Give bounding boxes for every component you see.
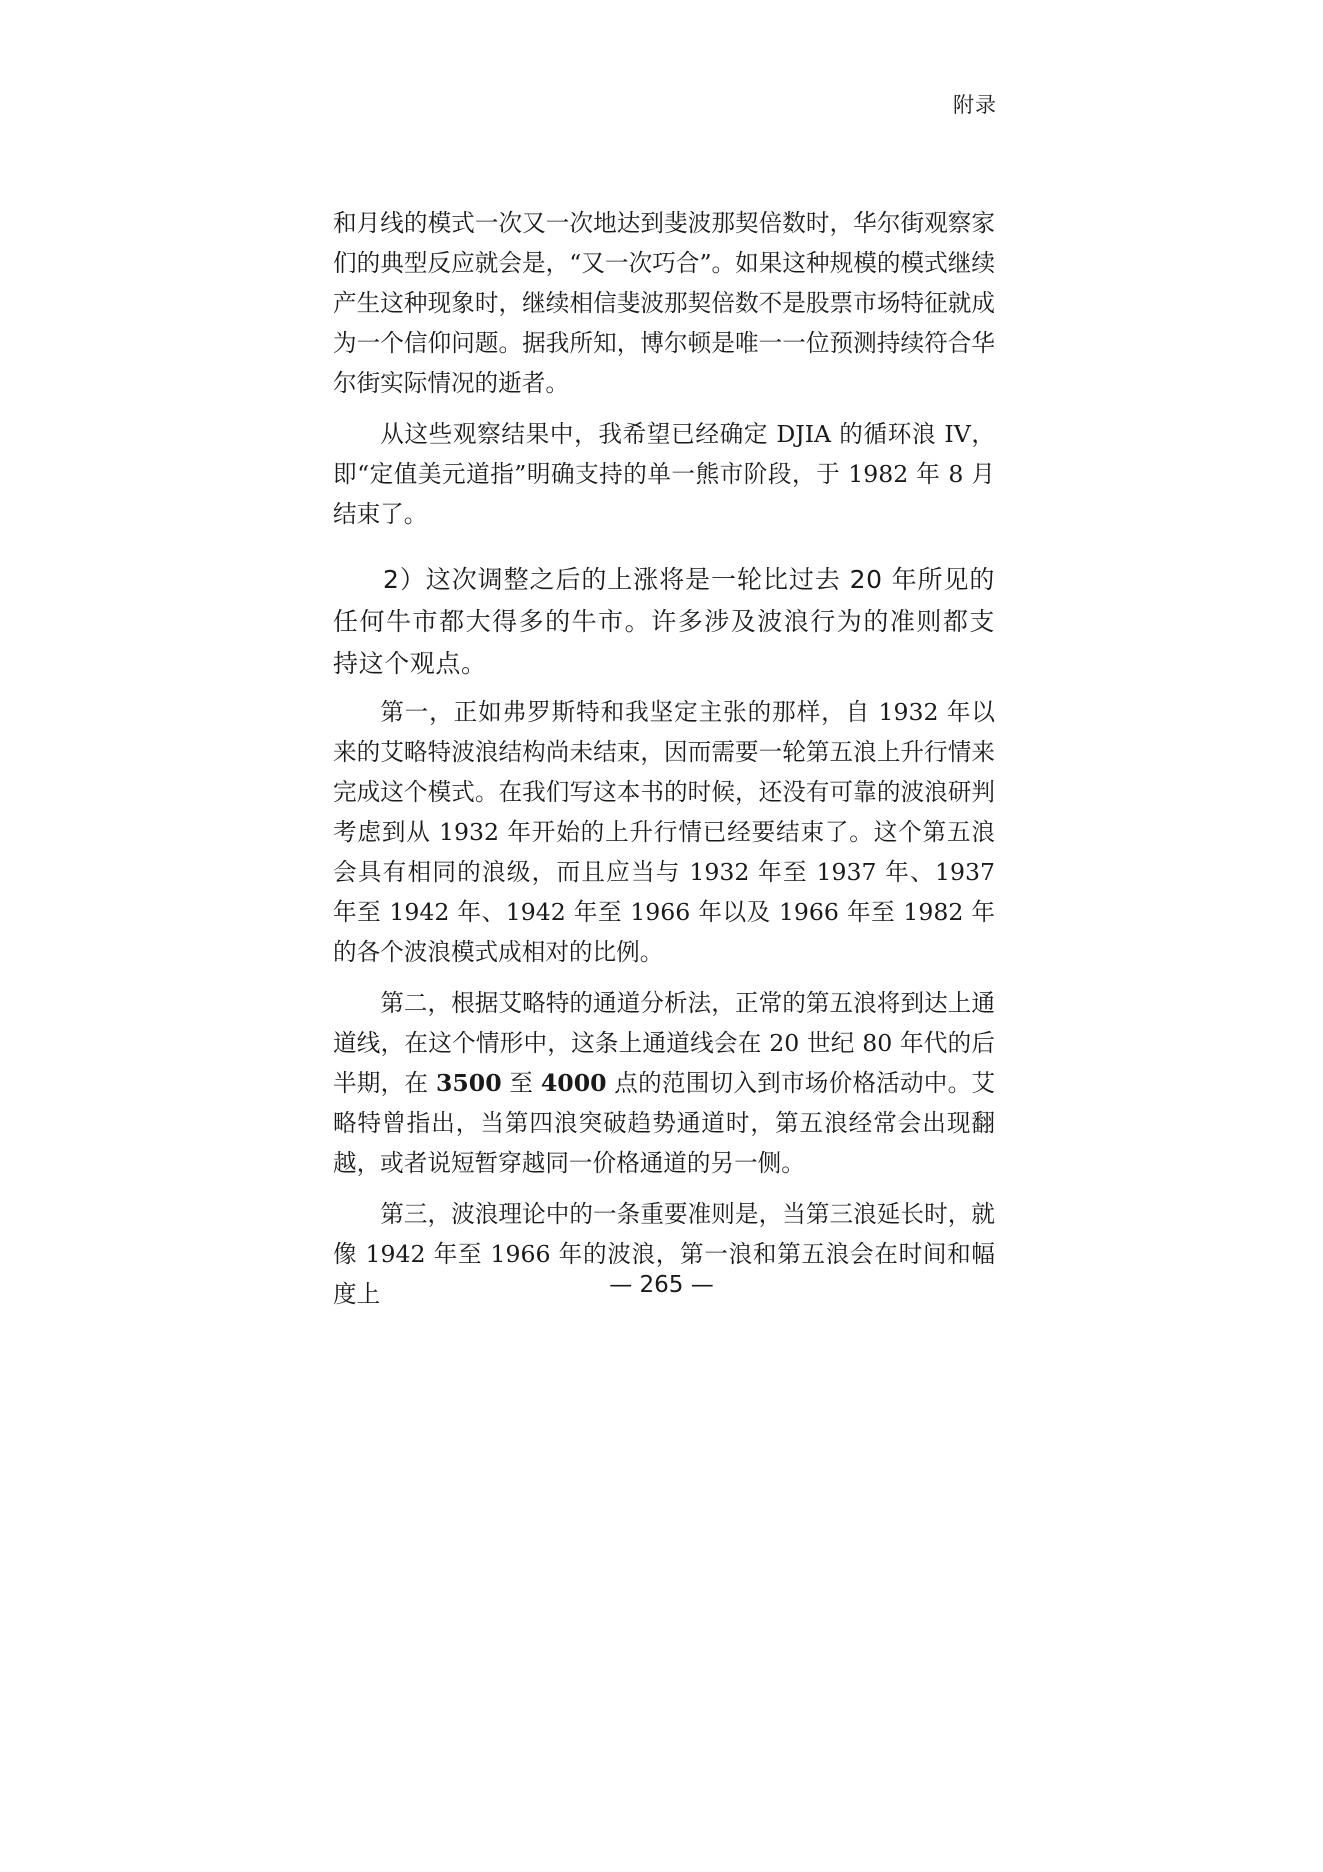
text-run: 至 — [501, 1069, 541, 1097]
paragraph-point-third: 第三，波浪理论中的一条重要准则是，当第三浪延长时，就像 1942 年至 1966 年的波浪，第一浪和第五浪会在时间和幅度上 — [333, 1200, 995, 1308]
text-run: 和月线的模式一次又一次地达到斐波那契倍数时，华尔街观察家们的典型反应就会是，“又一次巧合”。如果这种规模的模式继续产生这种现象时，继续相信斐波那契倍数 — [333, 209, 995, 317]
text-run: 股票市场特征就成为一个信仰问题。据我所知，博尔顿是唯一一位预测持续符合华尔街实际情况的逝者。 — [333, 289, 996, 397]
text-run: 点的范围切入到市场价格活动中。艾略特曾指出，当第四浪突破趋势通道时，第五浪经常会出现翻越，或者说短暂穿越同一价格通道的另一侧。 — [333, 1069, 996, 1177]
emphasis-4000: 4000 — [540, 1069, 607, 1097]
paragraph-point-first: 第一，正如弗罗斯特和我坚定主张的那样，自 1932 年以来的艾略特波浪结构尚未结束，因而需要一轮第五浪上升行情来完成这个模式。在我们写这本书的时候，还没有可靠的波浪研判考虑到从 1932 年开始的上升行情已经要结束了。这个第五浪会具有相同的浪级，而且应当与 1932 年至 1937 年、1937 年至 1942 年、1942 年至 1966 年以及 1966 年至 1982 年的各个波浪模式成相对的比例。 — [333, 698, 995, 966]
paragraph-fibonacci-coincidence — [333, 203, 995, 403]
page-number: — 265 — — [609, 1272, 714, 1298]
emphasis-3500: 3500 — [435, 1069, 502, 1097]
section-heading-bull-market: 2）这次调整之后的上涨将是一轮比过去 20 年所见的任何牛市都大得多的牛市。许多涉及波浪行为的准则都支持这个观点。 — [333, 565, 995, 678]
running-head: 附录 — [953, 93, 997, 117]
emphasis-upper-channel-line: 上通道线 — [333, 989, 996, 1057]
paragraph-point-second — [333, 983, 995, 1183]
emphasis-not: 不是 — [758, 289, 806, 317]
body-text — [333, 203, 995, 1314]
paragraph-cycle-wave-iv: 从这些观察结果中，我希望已经确定 DJIA 的循环浪 IV，即“定值美元道指”明确支持的单一熊市阶段，于 1982 年 8 月结束了。 — [333, 420, 995, 528]
text-run: ，在这个情形中，这条上通道线会在 20 世纪 80 年代的后半期，在 — [333, 1029, 996, 1097]
text-run: 第二，根据艾略特的通道分析法，正常的第五浪将到达 — [380, 989, 948, 1017]
